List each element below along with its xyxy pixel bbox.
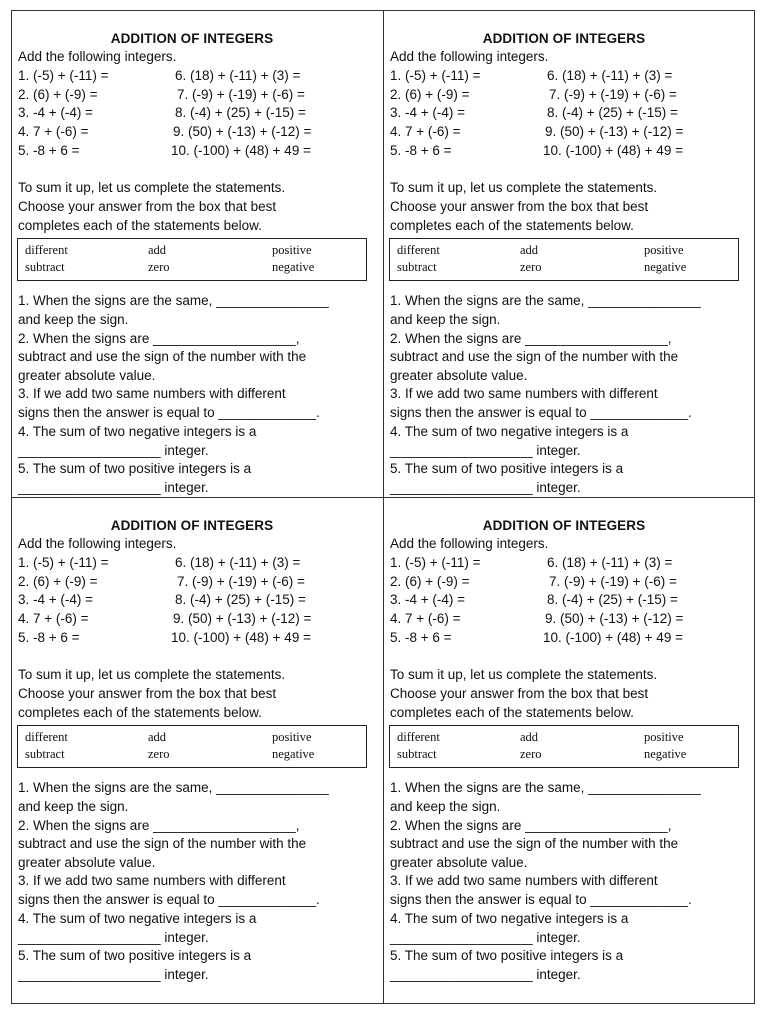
statement-line: and keep the sign. — [18, 799, 129, 814]
problem-item: 1. (-5) + (-11) = — [390, 555, 481, 570]
statement-line: 5. The sum of two positive integers is a — [390, 461, 624, 476]
statement-line: 4. The sum of two negative integers is a — [390, 911, 629, 926]
statement-line: 3. If we add two same numbers with different — [18, 873, 286, 888]
statement-line: 2. When the signs are ___________________, — [390, 818, 672, 833]
statement-line: 2. When the signs are ___________________, — [390, 331, 672, 346]
statement-line: 1. When the signs are the same, _______________ — [18, 780, 329, 795]
statement-line: signs then the answer is equal to _____________. — [18, 892, 320, 907]
summary-intro-line: completes each of the statements below. — [390, 705, 634, 720]
worksheet-card-bottom-left — [11, 497, 373, 985]
word-bank-item: add — [520, 730, 539, 744]
problem-item: 6. (18) + (-11) + (3) = — [175, 68, 301, 83]
problem-item: 6. (18) + (-11) + (3) = — [547, 555, 673, 570]
problem-item: 2. (6) + (-9) = — [390, 87, 470, 102]
problem-item: 9. (50) + (-13) + (-12) = — [173, 124, 312, 139]
problem-item: 10. (-100) + (48) + 49 = — [543, 630, 683, 645]
statement-line: 3. If we add two same numbers with different — [18, 386, 286, 401]
statement-line: 2. When the signs are ___________________, — [18, 331, 300, 346]
summary-intro-line: Choose your answer from the box that best — [390, 199, 649, 214]
summary-intro-line: Choose your answer from the box that best — [390, 686, 649, 701]
instruction-text: Add the following integers. — [18, 536, 177, 551]
word-bank-item: add — [520, 243, 539, 257]
word-bank-item: positive — [644, 730, 684, 744]
problem-item: 3. -4 + (-4) = — [390, 592, 466, 607]
statement-line: signs then the answer is equal to _____________. — [18, 405, 320, 420]
statement-line: signs then the answer is equal to _____________. — [390, 405, 692, 420]
statement-line: 5. The sum of two positive integers is a — [18, 461, 252, 476]
problem-item: 8. (-4) + (25) + (-15) = — [547, 592, 678, 607]
problem-item: 2. (6) + (-9) = — [18, 574, 98, 589]
problem-item: 1. (-5) + (-11) = — [18, 555, 109, 570]
statement-line: subtract and use the sign of the number with the — [390, 349, 679, 364]
worksheet-title: ADDITION OF INTEGERS — [482, 518, 646, 533]
statement-line: ___________________ integer. — [18, 443, 209, 458]
summary-intro-line: Choose your answer from the box that best — [18, 199, 277, 214]
problem-item: 6. (18) + (-11) + (3) = — [175, 555, 301, 570]
problem-item: 10. (-100) + (48) + 49 = — [171, 143, 311, 158]
statement-line: 4. The sum of two negative integers is a — [18, 424, 257, 439]
problem-item: 9. (50) + (-13) + (-12) = — [545, 124, 684, 139]
statement-line: ___________________ integer. — [390, 480, 581, 495]
summary-intro-line: To sum it up, let us complete the statements. — [18, 180, 286, 195]
summary-intro-line: To sum it up, let us complete the statements. — [390, 667, 658, 682]
statement-line: 2. When the signs are ___________________, — [18, 818, 300, 833]
problem-item: 10. (-100) + (48) + 49 = — [171, 630, 311, 645]
problem-item: 5. -8 + 6 = — [390, 630, 452, 645]
problem-item: 8. (-4) + (25) + (-15) = — [175, 105, 306, 120]
problem-item: 3. -4 + (-4) = — [18, 592, 94, 607]
word-bank-item: different — [25, 730, 68, 744]
statement-line: greater absolute value. — [390, 855, 528, 870]
problem-item: 6. (18) + (-11) + (3) = — [547, 68, 673, 83]
word-bank-item: zero — [148, 260, 170, 274]
worksheet-title: ADDITION OF INTEGERS — [110, 518, 274, 533]
problem-item: 1. (-5) + (-11) = — [18, 68, 109, 83]
statement-line: and keep the sign. — [390, 799, 501, 814]
word-bank-box — [389, 238, 739, 281]
problem-item: 5. -8 + 6 = — [18, 630, 80, 645]
problem-item: 1. (-5) + (-11) = — [390, 68, 481, 83]
word-bank-item: negative — [644, 260, 687, 274]
worksheet-card-bottom-right — [383, 497, 745, 985]
problem-item: 4. 7 + (-6) = — [390, 124, 461, 139]
statement-line: greater absolute value. — [18, 855, 156, 870]
word-bank-box — [389, 725, 739, 768]
word-bank-item: positive — [272, 243, 312, 257]
problem-item: 7. (-9) + (-19) + (-6) = — [177, 87, 305, 102]
worksheet-title: ADDITION OF INTEGERS — [482, 31, 646, 46]
word-bank-item: different — [397, 243, 440, 257]
problem-item: 9. (50) + (-13) + (-12) = — [173, 611, 312, 626]
problem-item: 5. -8 + 6 = — [18, 143, 80, 158]
problem-item: 2. (6) + (-9) = — [390, 574, 470, 589]
statement-line: greater absolute value. — [18, 368, 156, 383]
problem-item: 9. (50) + (-13) + (-12) = — [545, 611, 684, 626]
statement-line: ___________________ integer. — [18, 930, 209, 945]
statement-line: ___________________ integer. — [390, 930, 581, 945]
statement-line: 5. The sum of two positive integers is a — [390, 948, 624, 963]
word-bank-item: different — [25, 243, 68, 257]
summary-intro-line: completes each of the statements below. — [390, 218, 634, 233]
statement-line: ___________________ integer. — [390, 443, 581, 458]
worksheet-card-top-right — [383, 10, 745, 498]
word-bank-item: subtract — [25, 747, 65, 761]
problem-item: 10. (-100) + (48) + 49 = — [543, 143, 683, 158]
problem-item: 8. (-4) + (25) + (-15) = — [175, 592, 306, 607]
statement-line: subtract and use the sign of the number with the — [18, 836, 307, 851]
statement-line: greater absolute value. — [390, 368, 528, 383]
word-bank-item: subtract — [25, 260, 65, 274]
instruction-text: Add the following integers. — [18, 49, 177, 64]
problem-item: 5. -8 + 6 = — [390, 143, 452, 158]
word-bank-item: subtract — [397, 747, 437, 761]
statement-line: ___________________ integer. — [18, 480, 209, 495]
word-bank-item: positive — [644, 243, 684, 257]
statement-line: subtract and use the sign of the number with the — [18, 349, 307, 364]
statement-line: ___________________ integer. — [390, 967, 581, 982]
problem-item: 4. 7 + (-6) = — [18, 611, 89, 626]
statement-line: signs then the answer is equal to _____________. — [390, 892, 692, 907]
worksheet-card-top-left — [11, 10, 373, 498]
problem-item: 4. 7 + (-6) = — [390, 611, 461, 626]
problem-item: 7. (-9) + (-19) + (-6) = — [177, 574, 305, 589]
statement-line: 1. When the signs are the same, _______________ — [390, 293, 701, 308]
word-bank-item: negative — [272, 260, 315, 274]
statement-line: 1. When the signs are the same, _______________ — [18, 293, 329, 308]
word-bank-item: add — [148, 730, 167, 744]
word-bank-item: add — [148, 243, 167, 257]
problem-item: 7. (-9) + (-19) + (-6) = — [549, 87, 677, 102]
statement-line: and keep the sign. — [390, 312, 501, 327]
problem-item: 7. (-9) + (-19) + (-6) = — [549, 574, 677, 589]
word-bank-item: zero — [520, 260, 542, 274]
problem-item: 4. 7 + (-6) = — [18, 124, 89, 139]
word-bank-item: subtract — [397, 260, 437, 274]
word-bank-item: zero — [148, 747, 170, 761]
word-bank-item: different — [397, 730, 440, 744]
statement-line: 3. If we add two same numbers with different — [390, 386, 658, 401]
statement-line: subtract and use the sign of the number with the — [390, 836, 679, 851]
instruction-text: Add the following integers. — [390, 49, 549, 64]
statement-line: 1. When the signs are the same, _______________ — [390, 780, 701, 795]
word-bank-box — [17, 725, 367, 768]
statement-line: 4. The sum of two negative integers is a — [18, 911, 257, 926]
problem-item: 8. (-4) + (25) + (-15) = — [547, 105, 678, 120]
statement-line: 5. The sum of two positive integers is a — [18, 948, 252, 963]
instruction-text: Add the following integers. — [390, 536, 549, 551]
problem-item: 3. -4 + (-4) = — [18, 105, 94, 120]
summary-intro-line: completes each of the statements below. — [18, 705, 262, 720]
problem-item: 2. (6) + (-9) = — [18, 87, 98, 102]
worksheet-title: ADDITION OF INTEGERS — [110, 31, 274, 46]
statement-line: 4. The sum of two negative integers is a — [390, 424, 629, 439]
word-bank-item: negative — [272, 747, 315, 761]
word-bank-box — [17, 238, 367, 281]
summary-intro-line: To sum it up, let us complete the statements. — [390, 180, 658, 195]
statement-line: 3. If we add two same numbers with different — [390, 873, 658, 888]
problem-item: 3. -4 + (-4) = — [390, 105, 466, 120]
summary-intro-line: To sum it up, let us complete the statements. — [18, 667, 286, 682]
word-bank-item: positive — [272, 730, 312, 744]
statement-line: and keep the sign. — [18, 312, 129, 327]
summary-intro-line: completes each of the statements below. — [18, 218, 262, 233]
word-bank-item: zero — [520, 747, 542, 761]
statement-line: ___________________ integer. — [18, 967, 209, 982]
word-bank-item: negative — [644, 747, 687, 761]
summary-intro-line: Choose your answer from the box that best — [18, 686, 277, 701]
